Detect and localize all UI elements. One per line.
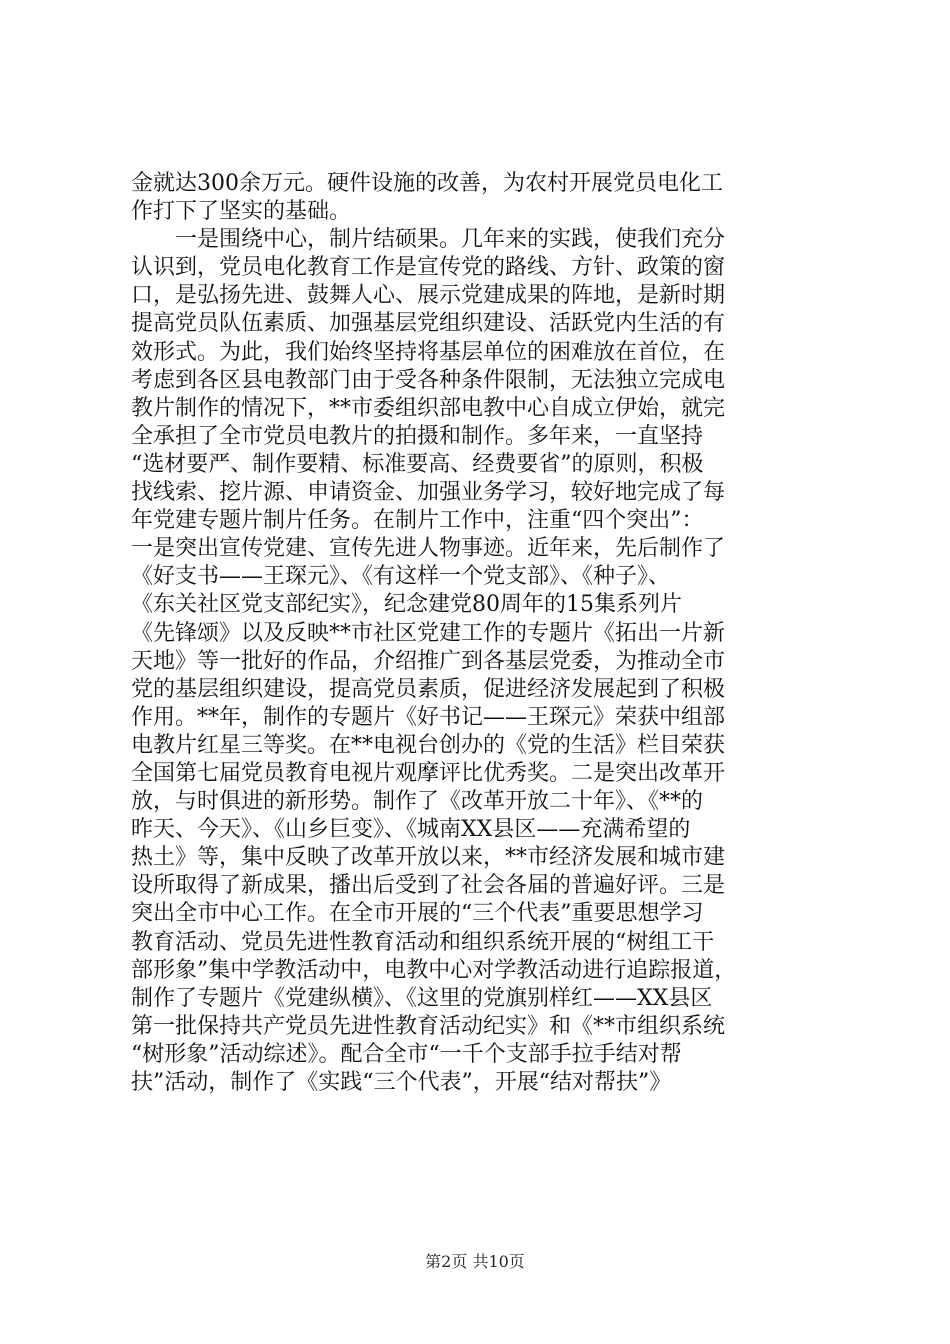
text-line: 效形式。为此，我们始终坚持将基层单位的困难放在首位，在 <box>131 339 726 365</box>
text-line: 电教片红星三等奖。在**电视台创办的《党的生活》栏目荣获 <box>131 732 726 758</box>
text-line: 全国第七届党员教育电视片观摩评比优秀奖。二是突出改革开 <box>131 760 726 786</box>
text-line: 第一批保持共产党员先进性教育活动纪实》和《**市组织系统 <box>131 1013 726 1039</box>
text-line: 作打下了坚实的基础。 <box>131 199 352 225</box>
text-line: 教育活动、党员先进性教育活动和组织系统开展的“树组工干 <box>131 929 715 955</box>
text-line: 天地》等一批好的作品，介绍推广到各基层党委，为推动全市 <box>131 648 726 674</box>
text-line: 全承担了全市党员电教片的拍摄和制作。多年来，一直坚持 <box>131 423 704 449</box>
text-line: 党的基层组织建设，提高党员素质，促进经济发展起到了积极 <box>131 676 726 702</box>
text-line: 金就达300余万元。硬件设施的改善，为农村开展党员电化工 <box>131 171 723 196</box>
text-line: “选材要严、制作要精、标准要高、经费要省”的原则，积极 <box>131 451 704 477</box>
text-line: 扶”活动，制作了《实践“三个代表”，开展“结对帮扶”》 <box>131 1070 672 1095</box>
text-line: 突出全市中心工作。在全市开展的“三个代表”重要思想学习 <box>131 901 704 927</box>
text-line: 《先锋颂》以及反映**市社区党建工作的专题片《拓出一片新 <box>131 620 726 646</box>
text-line: 《好支书——王琛元》、《有这样一个党支部》、《种子》、 <box>131 564 671 590</box>
text-line: 口，是弘扬先进、鼓舞人心、展示党建成果的阵地，是新时期 <box>131 283 726 309</box>
text-line: 一是突出宣传党建、宣传先进人物事迹。近年来，先后制作了 <box>131 536 726 562</box>
text-line: 昨天、今天》、《山乡巨变》、《城南XX县区——充满希望的 <box>131 817 691 843</box>
text-line: 作用。**年，制作的专题片《好书记——王琛元》荣获中组部 <box>131 704 726 730</box>
text-line: 放，与时俱进的新形势。制作了《改革开放二十年》、《**的 <box>131 789 704 815</box>
text-line: 认识到，党员电化教育工作是宣传党的路线、方针、政策的窗 <box>131 255 726 281</box>
text-line: 部形象”集中学教活动中，电教中心对学教活动进行追踪报道， <box>131 957 737 983</box>
text-line: “树形象”活动综述》。配合全市“一千个支部手拉手结对帮 <box>131 1041 682 1067</box>
text-line: 制作了专题片《党建纵横》、《这里的党旗别样红——XX县区 <box>131 985 713 1011</box>
page-number-footer: 第2页 共10页 <box>425 1252 525 1271</box>
body-text <box>131 170 831 1097</box>
text-line: 考虑到各区县电教部门由于受各种条件限制，无法独立完成电 <box>131 367 726 393</box>
text-line: 一是围绕中心，制片结硕果。几年来的实践，使我们充分 <box>131 227 726 253</box>
text-line: 教片制作的情况下，**市委组织部电教中心自成立伊始，就完 <box>131 395 726 421</box>
text-line: 《东关社区党支部纪实》，纪念建党80周年的15集系列片 <box>131 592 682 618</box>
text-line: 找线索、挖片源、申请资金、加强业务学习，较好地完成了每 <box>131 480 726 506</box>
text-line: 热土》等，集中反映了改革开放以来，**市经济发展和城市建 <box>131 845 726 871</box>
text-line: 设所取得了新成果，播出后受到了社会各届的普遍好评。三是 <box>131 873 726 899</box>
text-line: 年党建专题片制片任务。在制片工作中，注重“四个突出”： <box>131 508 704 534</box>
text-line: 提高党员队伍素质、加强基层党组织建设、活跃党内生活的有 <box>131 311 726 337</box>
